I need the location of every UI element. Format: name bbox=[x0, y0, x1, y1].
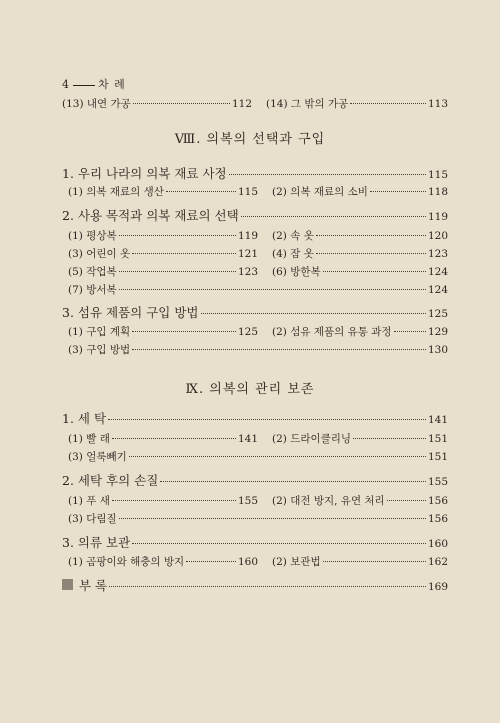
entry-page: 129 bbox=[427, 326, 448, 338]
entry-page: 118 bbox=[427, 186, 448, 198]
leader-dots bbox=[119, 289, 426, 290]
toc-entry[interactable] bbox=[68, 449, 448, 464]
toc-entry[interactable] bbox=[272, 324, 448, 339]
leader-dots bbox=[229, 174, 426, 175]
toc-entry[interactable] bbox=[272, 264, 448, 279]
leader-dots bbox=[201, 313, 426, 314]
toc-entry[interactable] bbox=[68, 324, 258, 339]
leader-dots bbox=[316, 253, 426, 254]
leader-dots bbox=[241, 216, 426, 217]
entry-page: 160 bbox=[237, 556, 258, 568]
toc-entry-pair bbox=[68, 246, 448, 261]
leader-dots bbox=[108, 419, 426, 420]
entry-page: 151 bbox=[427, 433, 448, 445]
entry-page: 162 bbox=[427, 556, 448, 568]
toc-entry-pair bbox=[62, 96, 448, 111]
entry-page: 156 bbox=[427, 495, 448, 507]
header-title: 차 례 bbox=[98, 78, 126, 91]
toc-entry[interactable] bbox=[272, 493, 448, 508]
leader-dots bbox=[132, 543, 426, 544]
entry-label: (1) 곰팡이와 해충의 방지 bbox=[68, 556, 185, 568]
toc-entry[interactable] bbox=[62, 409, 448, 427]
toc-entry[interactable] bbox=[68, 264, 258, 279]
toc-entry[interactable] bbox=[62, 164, 448, 182]
toc-entry[interactable] bbox=[68, 554, 258, 569]
leader-dots bbox=[370, 191, 426, 192]
leader-dots bbox=[132, 331, 236, 332]
entry-label: (3) 어린이 옷 bbox=[68, 248, 131, 260]
entry-label: (1) 구입 계획 bbox=[68, 326, 131, 338]
toc-entry-pair bbox=[68, 554, 448, 569]
entry-label: (1) 빨 래 bbox=[68, 433, 110, 445]
toc-entry[interactable] bbox=[68, 431, 258, 446]
leader-dots bbox=[323, 561, 426, 562]
toc-entry-pair bbox=[68, 324, 448, 339]
toc-entry[interactable] bbox=[272, 228, 448, 243]
appendix-block-icon bbox=[62, 579, 73, 590]
entry-label: 3. 의류 보관 bbox=[62, 535, 131, 550]
entry-page: 141 bbox=[237, 433, 258, 445]
toc-entry[interactable] bbox=[272, 554, 448, 569]
entry-label: (3) 다림질 bbox=[68, 513, 117, 525]
entry-label: 2. 세탁 후의 손질 bbox=[62, 473, 159, 488]
leader-dots bbox=[132, 349, 426, 350]
leader-dots bbox=[350, 103, 426, 104]
entry-page: 151 bbox=[427, 451, 448, 463]
leader-dots bbox=[132, 253, 236, 254]
entry-page: 141 bbox=[427, 414, 448, 426]
page-header bbox=[62, 76, 126, 92]
toc-entry[interactable] bbox=[68, 282, 448, 297]
toc-entry[interactable] bbox=[68, 511, 448, 526]
toc-entry[interactable] bbox=[272, 184, 448, 199]
entry-label: 3. 섬유 제품의 구입 방법 bbox=[62, 305, 199, 320]
entry-label: (1) 푸 새 bbox=[68, 495, 110, 507]
entry-page: 130 bbox=[427, 344, 448, 356]
entry-label: 2. 사용 목적과 의복 재료의 선택 bbox=[62, 208, 239, 223]
leader-dots bbox=[119, 518, 426, 519]
entry-page: 155 bbox=[237, 495, 258, 507]
leader-dots bbox=[316, 235, 426, 236]
section-title-8: Ⅷ. 의복의 선택과 구입 bbox=[174, 132, 326, 147]
leader-dots bbox=[133, 103, 230, 104]
toc-entry[interactable] bbox=[272, 431, 448, 446]
leader-dots bbox=[166, 191, 236, 192]
entry-label: (7) 방서복 bbox=[68, 284, 117, 296]
leader-dots bbox=[323, 271, 426, 272]
leader-dots bbox=[186, 561, 236, 562]
entry-page: 113 bbox=[427, 98, 448, 110]
toc-entry[interactable] bbox=[62, 471, 448, 489]
entry-label: (2) 드라이클리닝 bbox=[272, 433, 352, 445]
leader-dots bbox=[112, 438, 236, 439]
toc-entry[interactable] bbox=[68, 246, 258, 261]
entry-label: (2) 속 옷 bbox=[272, 230, 314, 242]
entry-page: 121 bbox=[237, 248, 258, 260]
entry-page: 124 bbox=[427, 284, 448, 296]
leader-dots bbox=[119, 271, 236, 272]
entry-page: 123 bbox=[237, 266, 258, 278]
entry-label: (13) 내연 가공 bbox=[62, 98, 131, 110]
toc-entry[interactable] bbox=[68, 184, 258, 199]
entry-label: (14) 그 밖의 가공 bbox=[266, 98, 349, 110]
entry-page: 120 bbox=[427, 230, 448, 242]
entry-page: 155 bbox=[427, 476, 448, 488]
toc-entry[interactable] bbox=[68, 342, 448, 357]
leader-dots bbox=[353, 438, 426, 439]
toc-entry[interactable] bbox=[62, 303, 448, 321]
entry-page: 169 bbox=[427, 581, 448, 593]
toc-entry-pair bbox=[68, 431, 448, 446]
entry-page: 125 bbox=[237, 326, 258, 338]
entry-label: (1) 의복 재료의 생산 bbox=[68, 186, 164, 198]
leader-dots bbox=[119, 235, 236, 236]
toc-entry-pair bbox=[68, 264, 448, 279]
entry-label: (2) 보관법 bbox=[272, 556, 321, 568]
leader-dots bbox=[394, 331, 426, 332]
toc-entry-pair bbox=[68, 228, 448, 243]
leader-dots bbox=[129, 456, 426, 457]
entry-page: 160 bbox=[427, 538, 448, 550]
leader-dots bbox=[160, 481, 426, 482]
leader-dots bbox=[387, 500, 426, 501]
entry-label: (3) 얼룩빼기 bbox=[68, 451, 127, 463]
entry-page: 112 bbox=[231, 98, 252, 110]
entry-page: 124 bbox=[427, 266, 448, 278]
entry-label: 1. 세 탁 bbox=[62, 411, 107, 426]
entry-page: 156 bbox=[427, 513, 448, 525]
entry-page: 119 bbox=[237, 230, 258, 242]
entry-label: (3) 구입 방법 bbox=[68, 344, 131, 356]
toc-entry-pair bbox=[68, 493, 448, 508]
entry-label: (2) 대전 방지, 유연 처리 bbox=[272, 495, 385, 507]
entry-label: (5) 작업복 bbox=[68, 266, 117, 278]
toc-entry-pair bbox=[68, 184, 448, 199]
toc-entry[interactable] bbox=[68, 228, 258, 243]
page-number: 4 bbox=[62, 78, 70, 91]
section-title-9: Ⅸ. 의복의 관리 보존 bbox=[185, 382, 315, 397]
entry-page: 115 bbox=[237, 186, 258, 198]
leader-dots bbox=[112, 500, 236, 501]
entry-label: (1) 평상복 bbox=[68, 230, 117, 242]
entry-label: (4) 잠 옷 bbox=[272, 248, 314, 260]
leader-dots bbox=[109, 586, 426, 587]
entry-label: (2) 섬유 제품의 유통 과정 bbox=[272, 326, 392, 338]
entry-label: 부 록 bbox=[79, 578, 108, 593]
entry-page: 123 bbox=[427, 248, 448, 260]
entry-page: 115 bbox=[427, 169, 448, 181]
entry-label: (6) 방한복 bbox=[272, 266, 321, 278]
toc-entry[interactable] bbox=[68, 493, 258, 508]
entry-page: 125 bbox=[427, 308, 448, 320]
toc-entry[interactable] bbox=[272, 246, 448, 261]
entry-label: 1. 우리 나라의 의복 재료 사정 bbox=[62, 166, 227, 181]
entry-label: (2) 의복 재료의 소비 bbox=[272, 186, 368, 198]
toc-entry[interactable] bbox=[62, 533, 448, 551]
toc-entry[interactable] bbox=[62, 206, 448, 224]
toc-entry-appendix[interactable] bbox=[62, 576, 448, 594]
header-dash bbox=[73, 85, 95, 86]
entry-page: 119 bbox=[427, 211, 448, 223]
